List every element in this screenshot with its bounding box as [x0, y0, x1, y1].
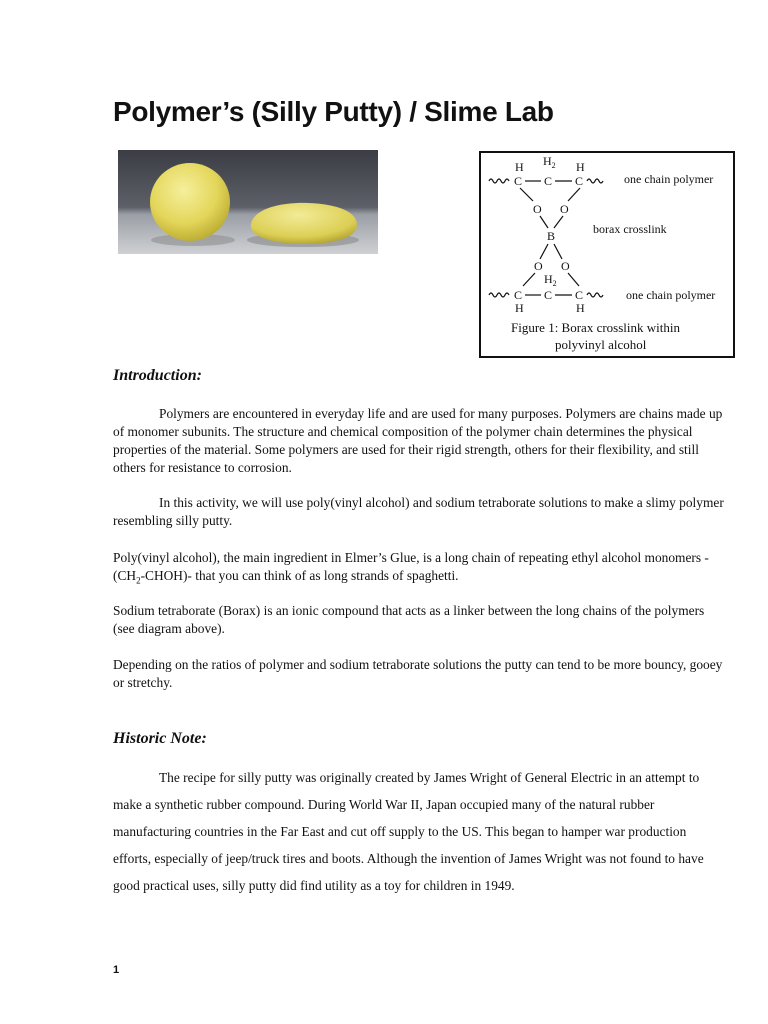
atom-c-bottom-middle: C [544, 288, 553, 302]
bond-o-b-top-right [554, 216, 563, 228]
label-top-chain: one chain polymer [624, 172, 714, 186]
intro-paragraph-2: In this activity, we will use poly(vinyl alcohol) and sodium tetraborate solutions to make a slimy polymer resembling silly putty. [113, 495, 724, 528]
intro-paragraph-3-part-1: Poly(vinyl alcohol), the main ingredient in Elmer’s Glue, is a long chain of repeating ethyl alcohol monomers -(CH [113, 550, 709, 583]
intro-paragraph-3-part-2: -CHOH)- that you can think of as long strands of spaghetti. [140, 568, 459, 583]
wavy-bond-top-right [587, 179, 603, 183]
h2-top-subscript: 2 [551, 161, 556, 170]
label-bottom-chain: one chain polymer [626, 288, 716, 302]
atom-o-bottom-right: O [561, 259, 570, 273]
atom-h-top-left: H [515, 160, 524, 174]
intro-paragraph-1: Polymers are encountered in everyday life and are used for many purposes. Polymers are chains made up of monomer subunits. The structure and chemical composition of the polymer chain determines the physical properties of the material. Some polymers are used for their rigid strength, others for their flexibility, and still others for resistance to corrosion. [113, 406, 723, 475]
silly-putty-photo [118, 150, 378, 254]
atom-o-top-left: O [533, 202, 542, 216]
historic-paragraph: The recipe for silly putty was originally created by James Wright of General Electric in an attempt to make a synthetic rubber compound. During World War II, Japan occupied many of the natural rubber manufacturing countries in the Far East and cut off supply to the US. This began to hamper war production efforts, especially of jeep/truck tires and boots. Although the invention of James Wright was not found to have good practical uses, silly putty did find utility as a toy for children in 1949. [113, 770, 704, 893]
atom-o-top-right: O [560, 202, 569, 216]
atom-h-bottom-right: H [576, 301, 585, 315]
intro-paragraph-4: Sodium tetraborate (Borax) is an ionic compound that acts as a linker between the long chains of the polymers (see diagram above). [113, 603, 705, 636]
wavy-bond-bottom-right [587, 293, 603, 297]
page-number: 1 [113, 964, 120, 976]
bond-b-o-bottom-left [540, 244, 548, 259]
figure-caption-line1: Figure 1: Borax crosslink within [511, 320, 680, 335]
historic-note-heading: Historic Note: [113, 730, 207, 747]
atom-c-top-middle: C [544, 174, 553, 188]
page-title: Polymer’s (Silly Putty) / Slime Lab [113, 96, 554, 127]
silly-putty-photo-graphic [118, 150, 378, 254]
bond-o-b-top-left [540, 216, 548, 228]
wavy-bond-top-left [489, 179, 509, 183]
bond-b-o-bottom-right [554, 244, 562, 259]
atom-c-bottom-right: C [575, 288, 584, 302]
atom-h2-bottom [544, 272, 557, 288]
h2-top-h: H [543, 154, 552, 168]
wavy-bond-bottom-left [489, 293, 509, 297]
borax-crosslink-diagram [481, 153, 733, 356]
intro-paragraph-5: Depending on the ratios of polymer and sodium tetraborate solutions the putty can tend to be more bouncy, gooey or stretchy. [113, 657, 723, 690]
atom-c-bottom-left: C [514, 288, 523, 302]
bond-c-o-top-left [520, 188, 533, 201]
label-crosslink: borax crosslink [593, 222, 667, 236]
atom-c-top-right: C [575, 174, 584, 188]
atom-c-top-left: C [514, 174, 523, 188]
atom-b: B [547, 229, 556, 243]
figure-caption-line2: polyvinyl alcohol [555, 337, 647, 352]
bond-o-c-bottom-right [568, 273, 579, 286]
atom-o-bottom-left: O [534, 259, 543, 273]
atom-h2-top [543, 154, 556, 170]
intro-paragraph-3-subscript: 2 [136, 575, 141, 586]
h2-bottom-subscript: 2 [552, 279, 557, 288]
atom-h-top-right: H [576, 160, 585, 174]
h2-bottom-h: H [544, 272, 553, 286]
introduction-heading: Introduction: [113, 367, 202, 384]
borax-crosslink-figure [479, 151, 735, 358]
intro-paragraph-3 [113, 549, 725, 590]
atom-h-bottom-left: H [515, 301, 524, 315]
bond-c-o-top-right [568, 188, 580, 201]
bond-o-c-bottom-left [523, 273, 535, 286]
